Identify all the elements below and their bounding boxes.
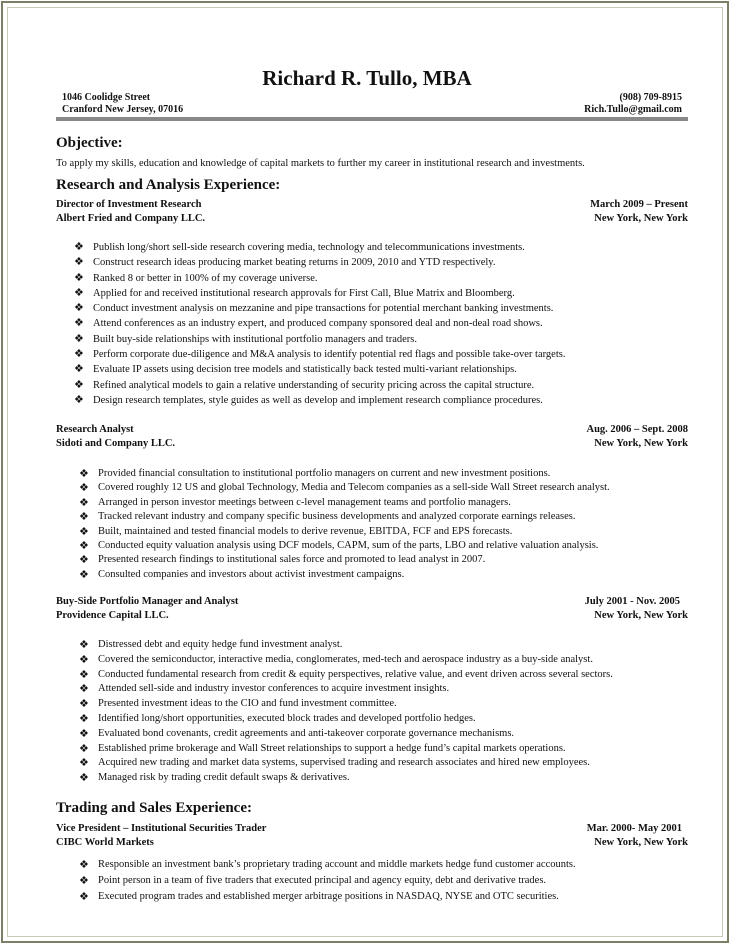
- job-location: New York, New York: [594, 610, 688, 621]
- diamond-bullet-icon: ❖: [74, 241, 84, 253]
- company-name: Providence Capital LLC.: [56, 610, 169, 621]
- diamond-bullet-icon: ❖: [74, 393, 84, 406]
- objective-text: To apply my skills, education and knowledge of capital markets to further my career in institutional research and investments.: [56, 158, 585, 169]
- diamond-bullet-icon: ❖: [79, 698, 89, 711]
- diamond-bullet-icon: ❖: [79, 757, 89, 770]
- header-divider: [56, 117, 688, 121]
- diamond-bullet-icon: ❖: [79, 653, 89, 666]
- company-name: Sidoti and Company LLC.: [56, 438, 176, 449]
- job-dates: Aug. 2006 – Sept. 2008: [586, 424, 688, 435]
- job-title: Director of Investment Research: [56, 199, 202, 210]
- diamond-bullet-icon: ❖: [79, 539, 89, 552]
- address-line-2: Cranford New Jersey, 07016: [62, 104, 184, 115]
- research-heading: Research and Analysis Experience:: [56, 177, 281, 193]
- phone-number: (908) 709-8915: [619, 92, 682, 103]
- diamond-bullet-icon: ❖: [79, 875, 89, 887]
- diamond-bullet-icon: ❖: [79, 482, 89, 495]
- job-location: New York, New York: [594, 438, 688, 449]
- diamond-bullet-icon: ❖: [79, 568, 89, 581]
- diamond-bullet-icon: ❖: [79, 772, 89, 785]
- job-title: Research Analyst: [56, 424, 134, 435]
- diamond-bullet-icon: ❖: [74, 271, 84, 284]
- job-location: New York, New York: [594, 213, 688, 224]
- diamond-bullet-icon: ❖: [74, 256, 84, 269]
- candidate-name: Richard R. Tullo, MBA: [262, 66, 472, 90]
- diamond-bullet-icon: ❖: [74, 286, 84, 299]
- address-line-1: 1046 Coolidge Street: [62, 92, 151, 103]
- diamond-bullet-icon: ❖: [79, 511, 89, 524]
- job-location: New York, New York: [594, 837, 688, 848]
- company-name: CIBC World Markets: [56, 837, 154, 848]
- email-address: Rich.Tullo@gmail.com: [584, 104, 682, 115]
- diamond-bullet-icon: ❖: [79, 742, 89, 755]
- diamond-bullet-icon: ❖: [74, 363, 84, 376]
- diamond-bullet-icon: ❖: [79, 727, 89, 740]
- diamond-bullet-icon: ❖: [79, 496, 89, 509]
- diamond-bullet-icon: ❖: [79, 525, 89, 538]
- trading-heading: Trading and Sales Experience:: [56, 800, 252, 816]
- diamond-bullet-icon: ❖: [79, 639, 89, 651]
- job-dates: Mar. 2000- May 2001: [586, 823, 682, 834]
- diamond-bullet-icon: ❖: [74, 348, 84, 361]
- diamond-bullet-icon: ❖: [79, 683, 89, 696]
- diamond-bullet-icon: ❖: [74, 317, 84, 330]
- diamond-bullet-icon: ❖: [79, 891, 89, 903]
- diamond-bullet-icon: ❖: [74, 302, 84, 315]
- company-name: Albert Fried and Company LLC.: [56, 213, 206, 224]
- diamond-bullet-icon: ❖: [74, 378, 84, 391]
- job-title: Vice President – Institutional Securities Trader: [56, 823, 267, 834]
- diamond-bullet-icon: ❖: [74, 332, 84, 345]
- diamond-bullet-icon: ❖: [79, 859, 89, 871]
- diamond-bullet-icon: ❖: [79, 468, 89, 480]
- job-dates: July 2001 - Nov. 2005: [584, 596, 680, 607]
- diamond-bullet-icon: ❖: [79, 554, 89, 567]
- job-dates: March 2009 – Present: [590, 199, 688, 210]
- job-title: Buy-Side Portfolio Manager and Analyst: [56, 596, 239, 607]
- diamond-bullet-icon: ❖: [79, 668, 89, 681]
- diamond-bullet-icon: ❖: [79, 712, 89, 725]
- objective-heading: Objective:: [56, 135, 123, 151]
